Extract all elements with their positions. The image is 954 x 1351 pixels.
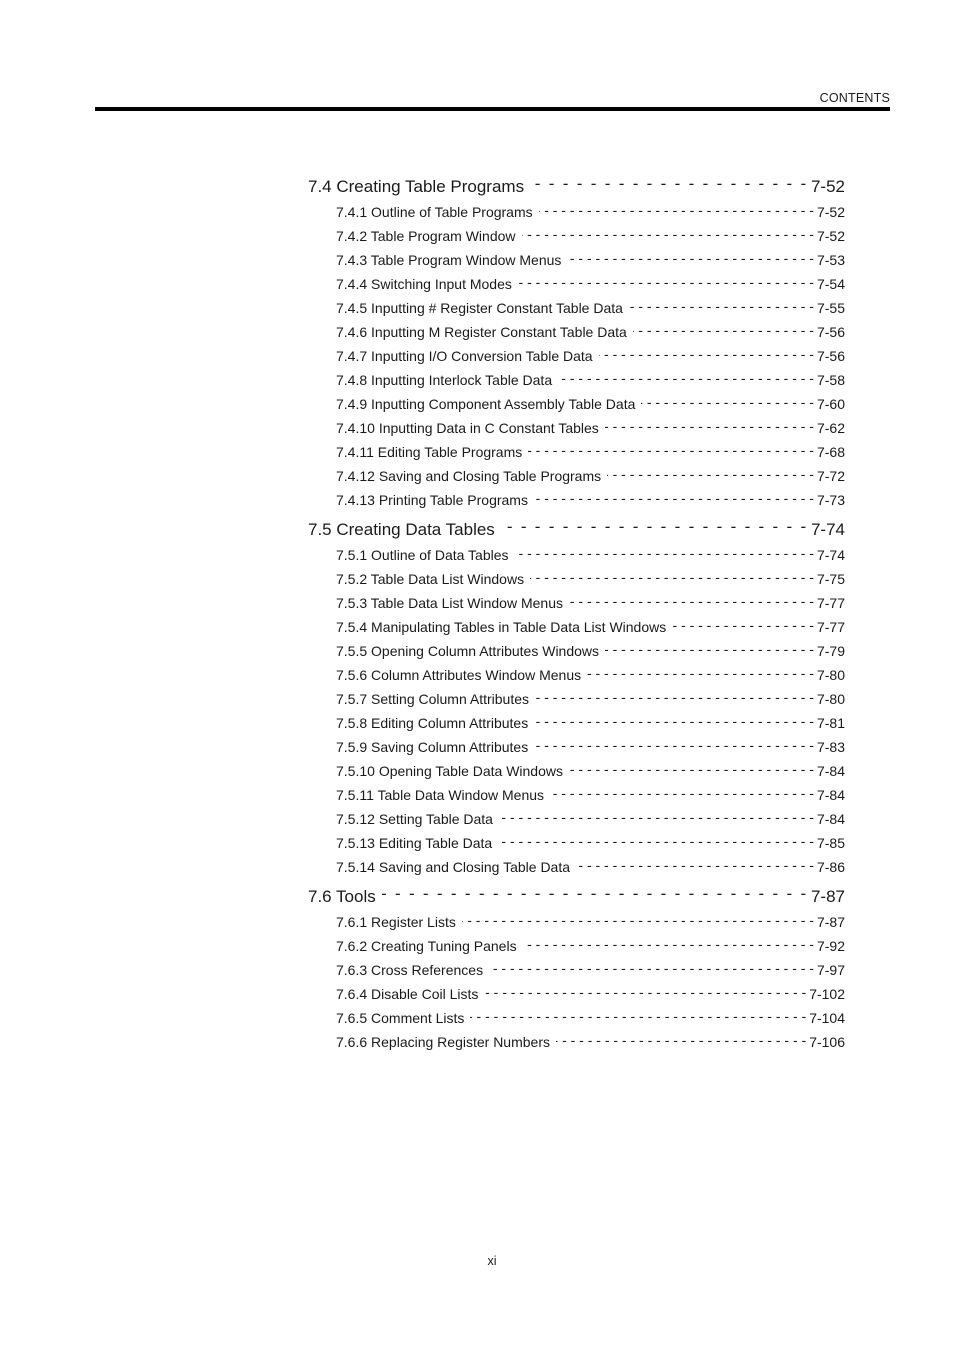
dot-leader — [633, 323, 814, 337]
dot-leader — [599, 347, 814, 361]
dot-leader — [556, 1033, 806, 1047]
toc-entry-page: 7-55 — [816, 300, 845, 316]
dot-leader — [569, 594, 814, 608]
dot-leader — [535, 690, 814, 704]
toc-entry-page: 7-56 — [816, 348, 845, 364]
toc-entry — [308, 224, 845, 248]
toc-section — [308, 174, 845, 512]
toc-entry — [308, 344, 845, 368]
toc-entry-title: 7.5.9 Saving Column Attributes — [336, 739, 529, 755]
dot-leader — [569, 762, 814, 776]
toc-section — [308, 884, 845, 1054]
toc-entry-title: 7.5.1 Outline of Data Tables — [336, 547, 509, 563]
toc-entry — [308, 982, 845, 1006]
toc-entry-page: 7-52 — [816, 204, 845, 220]
dot-leader — [534, 738, 814, 752]
dot-leader — [558, 371, 814, 385]
toc-entry-page: 7-102 — [809, 986, 845, 1002]
toc-entry — [308, 1030, 845, 1054]
toc-section-page: 7-87 — [810, 887, 845, 906]
dot-leader — [501, 518, 808, 535]
dot-leader — [672, 618, 814, 632]
toc-entry-page: 7-68 — [816, 444, 845, 460]
dot-leader — [534, 491, 814, 505]
toc-entry-page: 7-80 — [816, 667, 845, 683]
page-number: xi — [487, 1254, 497, 1268]
toc-section-heading — [308, 884, 845, 910]
dot-leader — [629, 299, 814, 313]
toc-entry-page: 7-92 — [816, 938, 845, 954]
toc-entry — [308, 392, 845, 416]
toc-entry — [308, 934, 845, 958]
dot-leader — [528, 443, 814, 457]
toc-entry — [308, 759, 845, 783]
toc-entry-title: 7.4.1 Outline of Table Programs — [336, 204, 533, 220]
toc-entry-title: 7.5.12 Setting Table Data — [336, 811, 493, 827]
toc-section-title: 7.6 Tools — [308, 887, 376, 906]
toc-entry-title: 7.4.12 Saving and Closing Table Programs — [336, 468, 602, 484]
dot-leader — [470, 1009, 806, 1023]
toc-entry — [308, 488, 845, 512]
header-rule — [95, 107, 890, 111]
toc-entry-title: 7.4.5 Inputting # Register Constant Table Data — [336, 300, 623, 316]
toc-entry — [308, 910, 845, 934]
toc-entry — [308, 958, 845, 982]
toc-section-page: 7-74 — [810, 520, 845, 539]
toc-entry-page: 7-72 — [816, 468, 845, 484]
dot-leader — [607, 467, 814, 481]
toc-entry — [308, 687, 845, 711]
toc-entry-title: 7.6.2 Creating Tuning Panels — [336, 938, 517, 954]
dot-leader — [530, 175, 808, 192]
dot-leader — [515, 546, 814, 560]
toc-entry — [308, 735, 845, 759]
dot-leader — [550, 786, 814, 800]
toc-entry-title: 7.5.4 Manipulating Tables in Table Data List Windows — [336, 619, 667, 635]
dot-leader — [605, 419, 814, 433]
toc-entry-title: 7.6.4 Disable Coil Lists — [336, 986, 479, 1002]
toc-entry-title: 7.5.8 Editing Column Attributes — [336, 715, 529, 731]
dot-leader — [518, 275, 814, 289]
toc-section-heading — [308, 517, 845, 543]
toc-entry-page: 7-84 — [816, 787, 845, 803]
toc-entry-title: 7.5.2 Table Data List Windows — [336, 571, 525, 587]
toc-entry-title: 7.6.6 Replacing Register Numbers — [336, 1034, 550, 1050]
dot-leader — [605, 642, 814, 656]
toc-entry-title: 7.4.3 Table Program Window Menus — [336, 252, 562, 268]
toc-entry — [308, 464, 845, 488]
dot-leader — [462, 913, 814, 927]
toc-entry — [308, 591, 845, 615]
toc-entry — [308, 567, 845, 591]
dot-leader — [489, 961, 814, 975]
toc-entry-title: 7.6.5 Comment Lists — [336, 1010, 465, 1026]
dot-leader — [498, 834, 814, 848]
toc-entry — [308, 831, 845, 855]
toc-entry-page: 7-104 — [809, 1010, 845, 1026]
dot-leader — [567, 251, 814, 265]
toc-entry-title: 7.4.8 Inputting Interlock Table Data — [336, 372, 553, 388]
dot-leader — [499, 810, 814, 824]
dot-leader — [484, 985, 806, 999]
toc-entry-page: 7-85 — [816, 835, 845, 851]
toc-entry — [308, 615, 845, 639]
toc-entry-page: 7-56 — [816, 324, 845, 340]
toc-entry-page: 7-74 — [816, 547, 845, 563]
toc-entry — [308, 783, 845, 807]
toc-entry-page: 7-73 — [816, 492, 845, 508]
toc-entry-page: 7-84 — [816, 811, 845, 827]
toc-entry — [308, 296, 845, 320]
toc-entry-page: 7-58 — [816, 372, 845, 388]
toc-entry-title: 7.6.3 Cross References — [336, 962, 484, 978]
toc-section-heading — [308, 174, 845, 200]
toc-entry — [308, 855, 845, 879]
toc-section-title: 7.5 Creating Data Tables — [308, 520, 495, 539]
toc-entry — [308, 368, 845, 392]
toc-entry-page: 7-79 — [816, 643, 845, 659]
toc-entry — [308, 663, 845, 687]
dot-leader — [539, 203, 814, 217]
toc-entry-page: 7-84 — [816, 763, 845, 779]
toc-entry-page: 7-106 — [809, 1034, 845, 1050]
toc-entry — [308, 639, 845, 663]
toc-entry-title: 7.6.1 Register Lists — [336, 914, 456, 930]
dot-leader — [382, 885, 808, 902]
toc-entry-title: 7.5.6 Column Attributes Window Menus — [336, 667, 582, 683]
toc-entry-page: 7-83 — [816, 739, 845, 755]
toc-section-title: 7.4 Creating Table Programs — [308, 177, 525, 196]
dot-leader — [523, 937, 814, 951]
toc-entry-page: 7-52 — [816, 228, 845, 244]
running-header: CONTENTS — [819, 91, 890, 105]
toc-entry-page: 7-80 — [816, 691, 845, 707]
toc-entry-title: 7.5.13 Editing Table Data — [336, 835, 493, 851]
toc-entry-page: 7-60 — [816, 396, 845, 412]
toc-entry-title: 7.4.6 Inputting M Register Constant Table Data — [336, 324, 627, 340]
toc-entry-title: 7.4.4 Switching Input Modes — [336, 276, 512, 292]
dot-leader — [530, 570, 814, 584]
toc-entry — [308, 440, 845, 464]
toc-entry — [308, 711, 845, 735]
toc-section-page: 7-52 — [810, 177, 845, 196]
dot-leader — [641, 395, 814, 409]
toc-entry-title: 7.4.10 Inputting Data in C Constant Tables — [336, 420, 599, 436]
toc-entry-title: 7.5.10 Opening Table Data Windows — [336, 763, 563, 779]
toc-entry-title: 7.4.2 Table Program Window — [336, 228, 516, 244]
toc-entry-page: 7-75 — [816, 571, 845, 587]
toc-entry-title: 7.5.3 Table Data List Window Menus — [336, 595, 563, 611]
toc-entry-title: 7.4.11 Editing Table Programs — [336, 444, 523, 460]
toc-entry-title: 7.5.11 Table Data Window Menus — [336, 787, 545, 803]
toc-entry-title: 7.4.13 Printing Table Programs — [336, 492, 528, 508]
toc-entry-page: 7-81 — [816, 715, 845, 731]
dot-leader — [534, 714, 814, 728]
toc-section — [308, 517, 845, 879]
toc-entry — [308, 807, 845, 831]
toc-entry — [308, 320, 845, 344]
toc-entry-page: 7-87 — [816, 914, 845, 930]
dot-leader — [576, 858, 814, 872]
toc-entry — [308, 543, 845, 567]
toc-entry — [308, 200, 845, 224]
dot-leader — [587, 666, 814, 680]
toc-entry-title: 7.5.5 Opening Column Attributes Windows — [336, 643, 600, 659]
table-of-contents — [308, 174, 845, 1059]
toc-entry-page: 7-86 — [816, 859, 845, 875]
toc-entry — [308, 272, 845, 296]
dot-leader — [522, 227, 814, 241]
toc-entry-title: 7.5.14 Saving and Closing Table Data — [336, 859, 571, 875]
toc-entry-page: 7-97 — [816, 962, 845, 978]
toc-entry — [308, 1006, 845, 1030]
toc-entry-page: 7-62 — [816, 420, 845, 436]
toc-entry — [308, 416, 845, 440]
toc-entry — [308, 248, 845, 272]
toc-entry-page: 7-54 — [816, 276, 845, 292]
toc-entry-title: 7.4.9 Inputting Component Assembly Table Data — [336, 396, 636, 412]
toc-entry-page: 7-77 — [816, 595, 845, 611]
toc-entry-title: 7.5.7 Setting Column Attributes — [336, 691, 529, 707]
toc-entry-page: 7-53 — [816, 252, 845, 268]
toc-entry-page: 7-77 — [816, 619, 845, 635]
toc-entry-title: 7.4.7 Inputting I/O Conversion Table Data — [336, 348, 593, 364]
